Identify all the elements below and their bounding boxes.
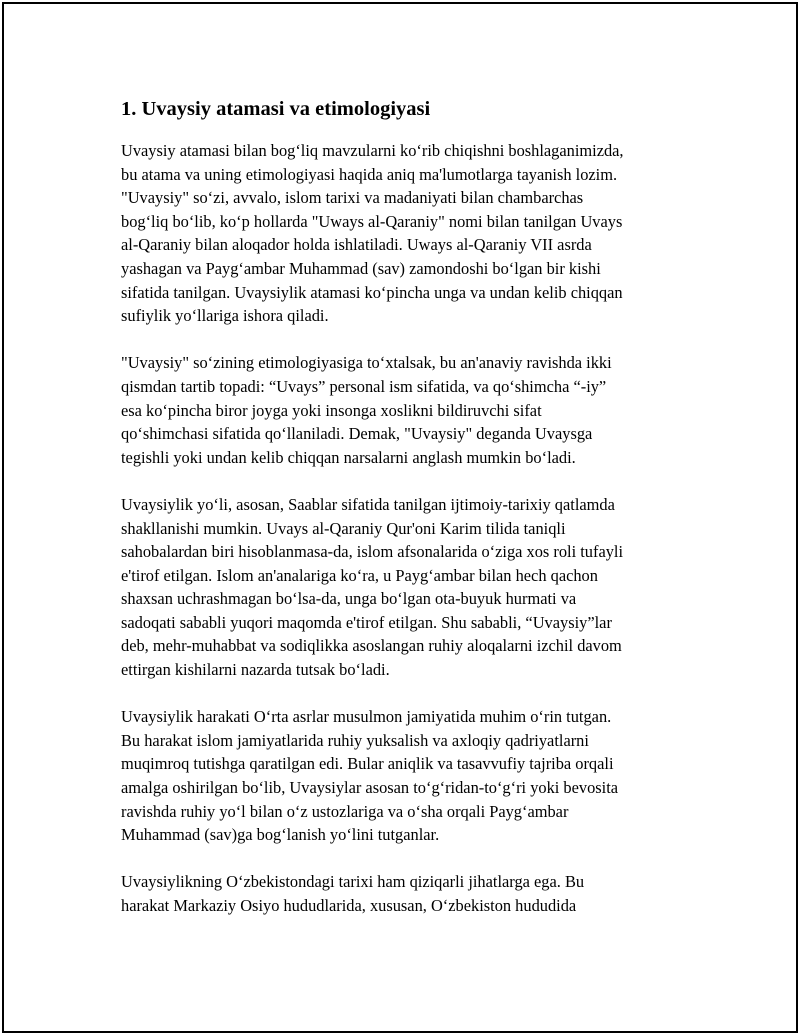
text-line: shakllanishi mumkin. Uvays al-Qaraniy Qur'oni Karim tilida taniqli	[121, 518, 566, 538]
text-line: bog‘liq bo‘lib, ko‘p hollarda "Uways al-Qaraniy" nomi bilan tanilgan Uvays	[121, 211, 623, 231]
text-line: yashagan va Payg‘ambar Muhammad (sav) zamondoshi bo‘lgan bir kishi	[121, 258, 601, 278]
text-line: sahobalardan biri hisoblanmasa-da, islom afsonalarida o‘ziga xos roli tufayli	[121, 542, 624, 562]
text-line: sadoqati sababli yuqori maqomda e'tirof etilgan. Shu sababli, “Uvaysiy”lar	[121, 612, 612, 632]
text-line: deb, mehr-muhabbat va sodiqlikka asoslangan ruhiy aloqalarni izchil davom	[121, 636, 622, 656]
section-heading: 1. Uvaysiy atamasi va etimologiyasi	[121, 98, 431, 120]
document-content	[121, 94, 711, 941]
text-line: ravishda ruhiy yo‘l bilan o‘z ustozlariga va o‘sha orqali Payg‘ambar	[121, 801, 569, 821]
text-line: al-Qaraniy bilan aloqador holda ishlatiladi. Uways al-Qaraniy VII asrda	[121, 235, 592, 255]
text-line: qo‘shimchasi sifatida qo‘llaniladi. Demak, "Uvaysiy" deganda Uvaysga	[121, 424, 593, 444]
paragraph	[121, 705, 711, 847]
text-line: muqimroq tutishga qaratilgan edi. Bular aniqlik va tasavvufiy tajriba orqali	[121, 754, 614, 774]
text-line: ettirgan kishilarni nazarda tutsak bo‘ladi.	[121, 660, 390, 680]
text-line: qismdan tartib topadi: “Uvays” personal ism sifatida, va qo‘shimcha “-iy”	[121, 376, 607, 396]
paragraph	[121, 870, 711, 917]
text-line: Muhammad (sav)ga bog‘lanish yo‘lini tutganlar.	[121, 825, 440, 845]
text-line: amalga oshirilgan bo‘lib, Uvaysiylar asosan to‘g‘ridan-to‘g‘ri yoki bevosita	[121, 778, 619, 798]
paragraph	[121, 351, 711, 469]
text-line: Uvaysiy atamasi bilan bog‘liq mavzularni ko‘rib chiqishni boshlaganimizda,	[121, 141, 624, 160]
text-line: sufiylik yo‘llariga ishora qiladi.	[121, 306, 329, 326]
text-line: "Uvaysiy" so‘zi, avvalo, islom tarixi va madaniyati bilan chambarchas	[121, 188, 584, 208]
document-page	[2, 2, 798, 1033]
text-line: sifatida tanilgan. Uvaysiylik atamasi ko‘pincha unga va undan kelib chiqqan	[121, 282, 623, 302]
text-line: Uvaysiylikning O‘zbekistondagi tarixi ham qiziqarli jihatlarga ega. Bu	[121, 872, 585, 892]
paragraphs-container	[121, 139, 711, 918]
text-line: tegishli yoki undan kelib chiqqan narsalarni anglash mumkin bo‘ladi.	[121, 447, 576, 467]
text-line: Uvaysiylik harakati O‘rta asrlar musulmon jamiyatida muhim o‘rin tutgan.	[121, 707, 612, 727]
text-line: Bu harakat islom jamiyatlarida ruhiy yuksalish va axloqiy qadriyatlarni	[121, 730, 589, 750]
text-line: bu atama va uning etimologiyasi haqida aniq ma'lumotlarga tayanish lozim.	[121, 164, 618, 184]
text-line: shaxsan uchrashmagan bo‘lsa-da, unga bo‘lgan ota-buyuk hurmati va	[121, 589, 577, 609]
text-line: Uvaysiylik yo‘li, asosan, Saablar sifatida tanilgan ijtimoiy-tarixiy qatlamda	[121, 494, 615, 514]
text-line: esa ko‘pincha biror joyga yoki insonga xoslikni bildiruvchi sifat	[121, 400, 542, 420]
paragraph	[121, 493, 711, 682]
text-line: harakat Markaziy Osiyo hududlarida, xususan, O‘zbekiston hududida	[121, 896, 577, 915]
text-line: "Uvaysiy" so‘zining etimologiyasiga to‘xtalsak, bu an'anaviy ravishda ikki	[121, 353, 612, 373]
paragraph	[121, 139, 711, 328]
text-line: e'tirof etilgan. Islom an'analariga ko‘ra, u Payg‘ambar bilan hech qachon	[121, 565, 598, 585]
